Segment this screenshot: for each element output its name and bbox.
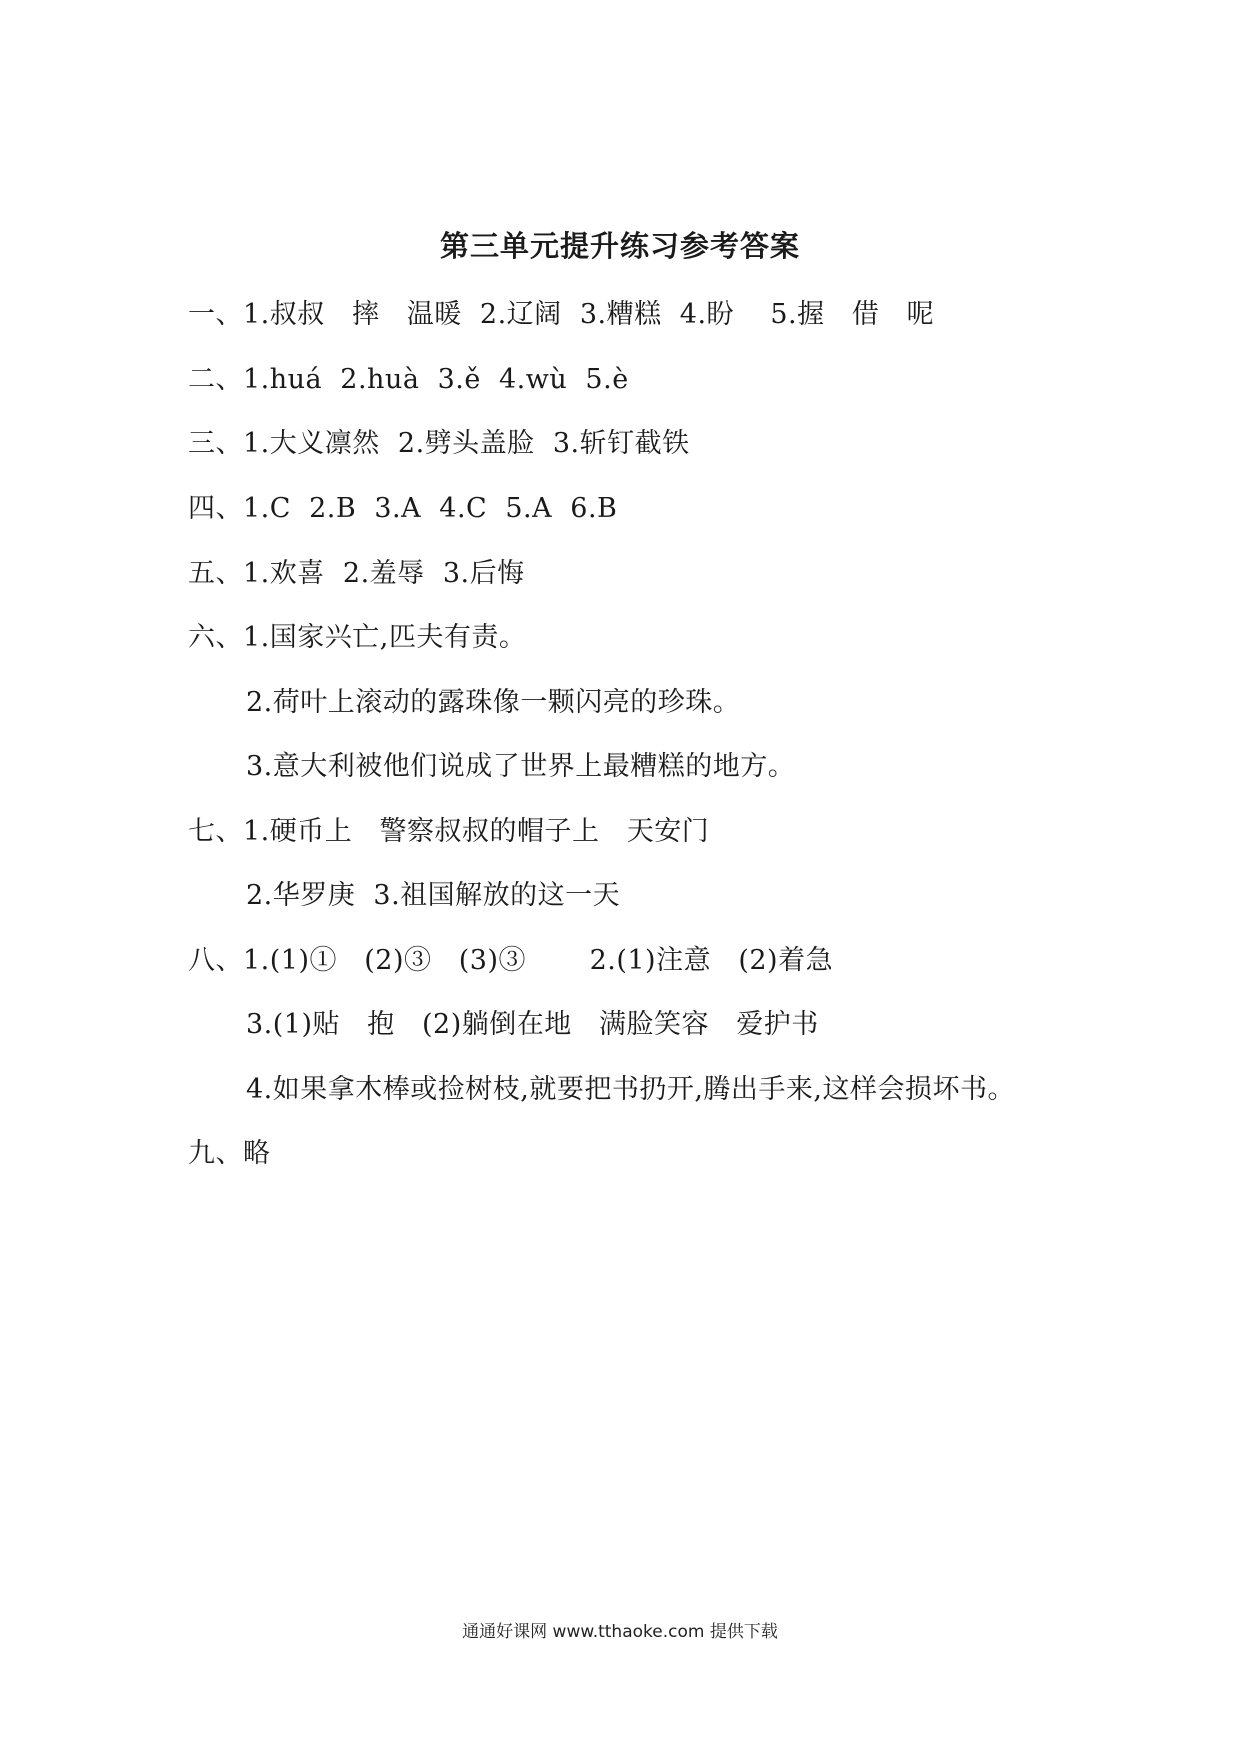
answer-line-3: 三、1.大义凛然 2.劈头盖脸 3.斩钉截铁 <box>188 428 690 459</box>
page-title: 第三单元提升练习参考答案 <box>439 229 800 263</box>
answer-line-7: 2.荷叶上滚动的露珠像一颗闪亮的珍珠。 <box>246 687 741 718</box>
answer-line-14: 九、略 <box>188 1138 271 1169</box>
answer-line-4: 四、1.C 2.B 3.A 4.C 5.A 6.B <box>188 493 618 524</box>
answer-line-9: 七、1.硬币上 警察叔叔的帽子上 天安门 <box>188 816 710 847</box>
answer-line-11: 八、1.(1)① (2)③ (3)③ 2.(1)注意 (2)着急 <box>188 945 834 976</box>
answer-line-12: 3.(1)贴 抱 (2)躺倒在地 满脸笑容 爱护书 <box>246 1009 819 1040</box>
answer-line-1: 一、1.叔叔 摔 温暖 2.辽阔 3.糟糕 4.盼 5.握 借 呢 <box>188 299 935 330</box>
answer-line-6: 六、1.国家兴亡,匹夫有责。 <box>188 622 527 653</box>
answer-line-2: 二、1.huá 2.huà 3.ě 4.wù 5.è <box>188 364 629 395</box>
answer-line-10: 2.华罗庚 3.祖国解放的这一天 <box>246 880 621 911</box>
answer-line-13: 4.如果拿木棒或捡树枝,就要把书扔开,腾出手来,这样会损坏书。 <box>246 1074 1016 1105</box>
answer-line-8: 3.意大利被他们说成了世界上最糟糕的地方。 <box>246 751 796 782</box>
footer-note: 通通好课网 www.tthaoke.com 提供下载 <box>462 1622 778 1642</box>
answer-line-5: 五、1.欢喜 2.羞辱 3.后悔 <box>188 558 525 589</box>
